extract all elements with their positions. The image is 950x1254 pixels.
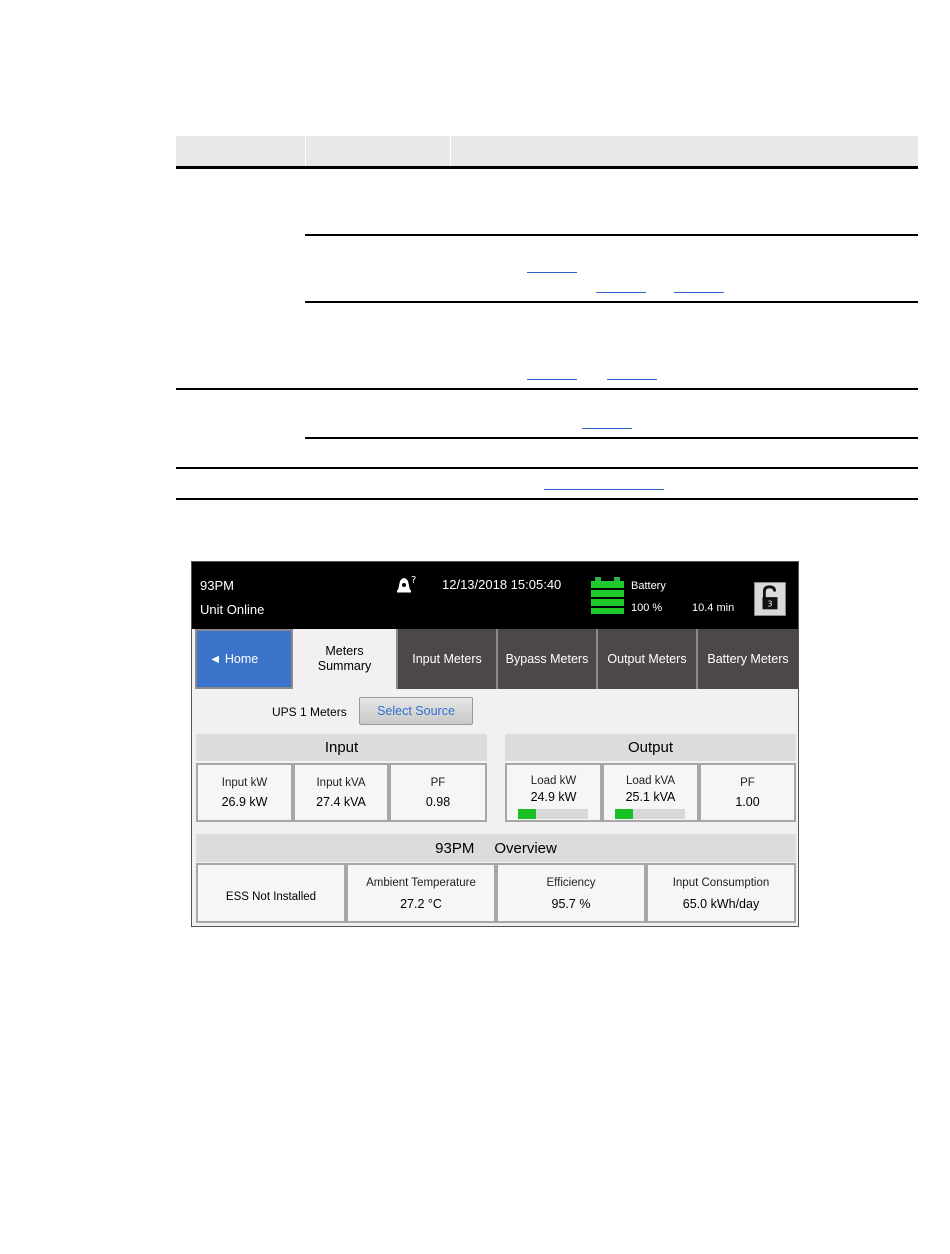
ess-tile bbox=[196, 863, 346, 923]
source-label: UPS 1 Meters bbox=[272, 705, 347, 719]
tile-label: Input Consumption bbox=[672, 877, 770, 889]
output-pf-tile bbox=[699, 763, 796, 822]
input-section-title: Input bbox=[196, 734, 487, 761]
datetime: 12/13/2018 15:05:40 bbox=[442, 577, 562, 592]
status-bar bbox=[192, 562, 798, 629]
battery-label: Battery bbox=[631, 580, 666, 592]
ups-meters-screen bbox=[191, 561, 799, 927]
tile-value: 25.1 kVA bbox=[625, 790, 676, 804]
unit-status: Unit Online bbox=[200, 602, 265, 617]
tab-battery-meters[interactable]: Battery Meters bbox=[696, 629, 798, 689]
doc-table-header bbox=[176, 136, 918, 169]
source-row bbox=[192, 689, 798, 733]
tab-meters-summary[interactable] bbox=[293, 629, 396, 689]
load-kva-bar-fill bbox=[615, 809, 633, 819]
doc-table-rule bbox=[176, 467, 918, 469]
doc-column-divider bbox=[305, 136, 306, 166]
lock-button[interactable] bbox=[754, 582, 786, 616]
load-kva-tile bbox=[602, 763, 699, 822]
overview-section-title bbox=[196, 834, 796, 862]
alarm-help-icon[interactable] bbox=[396, 574, 420, 594]
tile-value: 95.7 % bbox=[551, 897, 591, 911]
tab-bypass-meters[interactable]: Bypass Meters bbox=[496, 629, 596, 689]
doc-table-rule bbox=[176, 388, 918, 390]
doc-table-rule bbox=[305, 234, 918, 236]
tile-label: Load kW bbox=[530, 775, 577, 787]
doc-column-divider bbox=[450, 136, 451, 166]
output-section-title: Output bbox=[505, 734, 796, 761]
input-pf-tile bbox=[389, 763, 487, 822]
tile-label: Load kVA bbox=[625, 775, 675, 787]
load-kva-bar bbox=[615, 809, 685, 819]
unlock-icon bbox=[755, 583, 785, 615]
load-kw-tile bbox=[505, 763, 602, 822]
tile-value: ESS Not Installed bbox=[225, 891, 317, 903]
load-kw-bar-fill bbox=[518, 809, 536, 819]
tile-label: Input kW bbox=[221, 777, 268, 789]
overview-title: Overview bbox=[494, 839, 557, 857]
tile-label: PF bbox=[430, 777, 446, 789]
tab-input-meters[interactable]: Input Meters bbox=[396, 629, 496, 689]
tile-value: 27.2 °C bbox=[400, 897, 442, 911]
tile-value: 24.9 kW bbox=[530, 790, 577, 804]
tile-label: Efficiency bbox=[546, 877, 596, 889]
overview-model: 93PM bbox=[435, 839, 475, 857]
tile-value: 27.4 kVA bbox=[316, 795, 366, 809]
load-kw-bar bbox=[518, 809, 588, 819]
doc-link[interactable] bbox=[582, 428, 632, 429]
svg-text:3: 3 bbox=[767, 599, 773, 609]
doc-link[interactable] bbox=[527, 379, 577, 380]
tile-value: 1.00 bbox=[735, 795, 760, 809]
efficiency-tile bbox=[496, 863, 646, 923]
battery-icon bbox=[591, 581, 624, 614]
doc-link[interactable] bbox=[527, 272, 577, 273]
tile-label: Ambient Temperature bbox=[366, 877, 476, 889]
input-consumption-tile bbox=[646, 863, 796, 923]
svg-text:?: ? bbox=[411, 575, 417, 586]
doc-link[interactable] bbox=[596, 292, 646, 293]
doc-table-rule bbox=[305, 301, 918, 303]
input-kva-tile bbox=[293, 763, 389, 822]
ambient-temperature-tile bbox=[346, 863, 496, 923]
battery-percent: 100 % bbox=[631, 602, 663, 614]
tile-value: 65.0 kWh/day bbox=[682, 897, 760, 911]
doc-table-rule bbox=[305, 437, 918, 439]
doc-link[interactable] bbox=[607, 379, 657, 380]
input-kw-tile bbox=[196, 763, 293, 822]
doc-link[interactable] bbox=[544, 489, 664, 490]
tile-value: 0.98 bbox=[425, 795, 451, 809]
tab-home[interactable]: ◄ Home bbox=[195, 629, 293, 689]
tile-label: Input kVA bbox=[316, 777, 366, 789]
doc-link[interactable] bbox=[674, 292, 724, 293]
battery-runtime: 10.4 min bbox=[692, 602, 735, 614]
tile-value: 26.9 kW bbox=[221, 795, 268, 809]
tab-bar bbox=[192, 629, 798, 689]
tab-output-meters[interactable]: Output Meters bbox=[596, 629, 696, 689]
select-source-button[interactable]: Select Source bbox=[359, 697, 473, 725]
tab-meters-summary-label: Meters Summary bbox=[317, 644, 372, 673]
doc-table-rule bbox=[176, 498, 918, 500]
unit-model: 93PM bbox=[200, 578, 234, 593]
tile-label: PF bbox=[740, 777, 755, 789]
